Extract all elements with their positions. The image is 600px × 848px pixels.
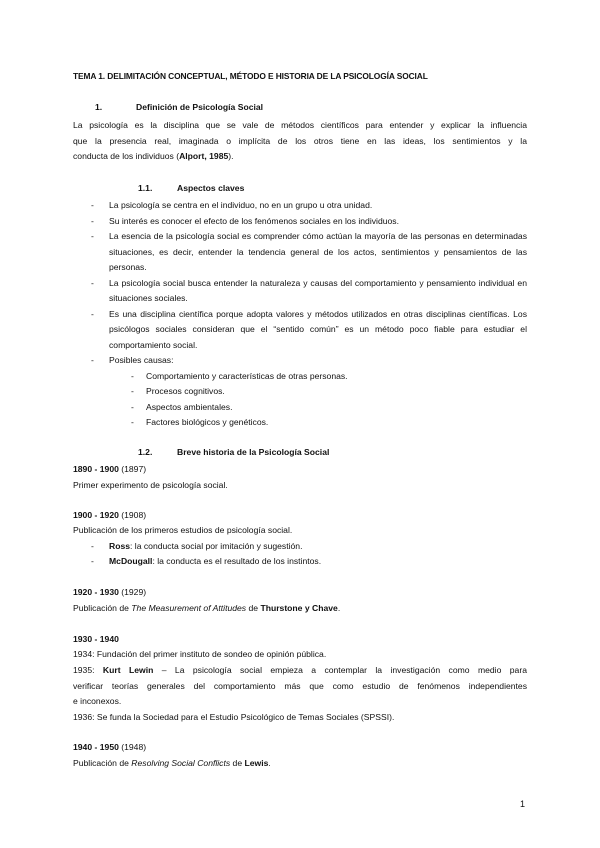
list-item	[73, 198, 527, 214]
list-item-text: Factores biológicos y genéticos.	[146, 417, 269, 427]
paragraph-line: e inconexos.	[73, 696, 122, 706]
paragraph-line: que la presencia real, imaginada o implícita de los otros tiene en las ideas, los sentimientos y la	[73, 135, 527, 146]
bullet-dash: -	[91, 355, 94, 365]
author-name: Chave	[312, 603, 338, 613]
document-title: TEMA 1. DELIMITACIÓN CONCEPTUAL, MÉTODO E HISTORIA DE LA PSICOLOGÍA SOCIAL	[73, 71, 428, 81]
list-item	[91, 539, 302, 555]
period-heading	[73, 508, 146, 524]
citation: Alport, 1985	[179, 151, 229, 161]
list-item-text: Posibles causas:	[109, 355, 174, 365]
list-item-text: : la conducta es el resultado de los instintos.	[152, 556, 322, 566]
list-item-text: Aspectos ambientales.	[146, 401, 233, 412]
key-aspects-list	[73, 198, 527, 431]
bullet-dash: -	[131, 386, 134, 396]
text: de	[246, 603, 261, 613]
list-item	[73, 353, 527, 431]
section-title: Aspectos claves	[177, 183, 245, 193]
paragraph-text: conducta de los individuos (	[73, 151, 180, 161]
period-text	[73, 756, 271, 772]
definition-paragraph	[73, 118, 527, 165]
bullet-dash: -	[131, 417, 134, 427]
text: Publicación de	[73, 603, 132, 613]
bullet-dash: -	[91, 541, 94, 551]
period-range: 1940 - 1950	[73, 742, 119, 752]
paragraph-line: 1936: Se funda la Sociedad para el Estudio Psicológico de Temas Sociales (SPSSI).	[73, 711, 395, 722]
period-heading	[73, 462, 146, 478]
bullet-dash: -	[131, 401, 134, 412]
period-text	[73, 601, 340, 617]
bullet-dash: -	[91, 308, 94, 319]
list-item-text: La psicología social busca entender la naturaleza y causas del comportamiento y pensamiento individual en situaciones sociales.	[109, 277, 527, 303]
section-title: Breve historia de la Psicología Social	[177, 447, 330, 457]
text: de	[230, 758, 245, 768]
list-item	[91, 554, 321, 570]
list-item-text: Comportamiento y características de otras personas.	[146, 370, 348, 381]
author-name: McDougall	[109, 556, 153, 566]
period-heading	[73, 632, 119, 648]
period-range: 1900 - 1920	[73, 510, 119, 520]
author-name: Ross	[109, 541, 131, 551]
period-text: Primer experimento de psicología social.	[73, 480, 228, 490]
paragraph-line: verificar teorías generales del comportamiento más que como estudio de fenómenos independientes	[73, 680, 527, 691]
period-range: 1890 - 1900	[73, 464, 119, 474]
bullet-dash: -	[91, 200, 94, 210]
author-name: Lewis	[244, 758, 269, 768]
list-item-text: Procesos cognitivos.	[146, 386, 225, 396]
bullet-dash: -	[91, 215, 94, 226]
paragraph-line	[73, 149, 527, 165]
book-title: The Measurement of Attitudes	[131, 603, 247, 613]
paragraph-line	[73, 663, 527, 679]
list-item	[73, 229, 527, 276]
bullet-dash: -	[131, 370, 134, 381]
list-item	[73, 307, 527, 354]
list-item	[109, 415, 527, 431]
period-year: (1908)	[121, 510, 147, 520]
period-year: (1897)	[121, 464, 147, 474]
section-number: 1.1.	[138, 183, 153, 193]
section-title: Definición de Psicología Social	[136, 102, 264, 112]
causes-list	[109, 369, 527, 431]
text: .	[268, 758, 271, 768]
list-item-text: : la conducta social por imitación y sugestión.	[130, 541, 303, 551]
section-number: 1.2.	[138, 447, 153, 457]
author-name: Kurt Lewin	[102, 665, 154, 675]
period-range: 1920 - 1930	[73, 587, 119, 597]
period-heading	[73, 740, 146, 756]
bullet-dash: -	[91, 556, 94, 566]
period-text: 1934: Fundación del primer instituto de sondeo de opinión pública.	[73, 649, 327, 659]
text: Publicación de	[73, 758, 132, 768]
period-year: (1929)	[121, 587, 147, 597]
period-year: (1948)	[121, 742, 147, 752]
period-heading	[73, 585, 146, 601]
list-item	[73, 214, 527, 230]
list-item-text: Su interés es conocer el efecto de los fenómenos sociales en los individuos.	[109, 215, 399, 226]
section-number: 1.	[95, 102, 103, 112]
period-range: 1930 - 1940	[73, 634, 119, 644]
bullet-dash: -	[91, 277, 94, 288]
section-1-2-heading	[138, 447, 329, 457]
list-item-text: La esencia de la psicología social es comprender cómo actúan la mayoría de las personas en determinadas situaciones, es decir, entender la tendencia general de los actos, sentimientos y pensamientos de las personas.	[109, 231, 527, 272]
list-item-text: La psicología se centra en el individuo, no en un grupo u otra unidad.	[109, 200, 373, 210]
list-item	[73, 276, 527, 307]
text: 1935:	[73, 665, 103, 675]
text: y	[302, 603, 313, 613]
paragraph-text: ).	[228, 151, 234, 161]
paragraph-line: La psicología es la disciplina que se vale de métodos científicos para entender y explicar la influencia	[73, 120, 527, 130]
book-title: Resolving Social Conflicts	[131, 758, 231, 768]
section-1-1-heading	[138, 183, 244, 193]
period-text: Publicación de los primeros estudios de psicología social.	[73, 525, 293, 535]
list-item-text: Es una disciplina científica porque adopta valores y métodos utilizados en otras disciplinas científicas. Los psicólogos sociales consideran que el “sentido común” es un método poco fiable para estudiar el comportamiento social.	[109, 308, 527, 350]
author-name: Thurstone	[260, 603, 303, 613]
bullet-dash: -	[91, 231, 94, 241]
period-paragraph	[73, 663, 527, 725]
list-item	[109, 400, 527, 416]
section-1-heading	[95, 102, 263, 112]
text: .	[337, 603, 341, 613]
page-number: 1	[520, 799, 526, 809]
list-item	[109, 384, 527, 400]
text: – La psicología social empieza a contemplar la investigación como medio para	[153, 665, 527, 675]
list-item	[109, 369, 527, 385]
